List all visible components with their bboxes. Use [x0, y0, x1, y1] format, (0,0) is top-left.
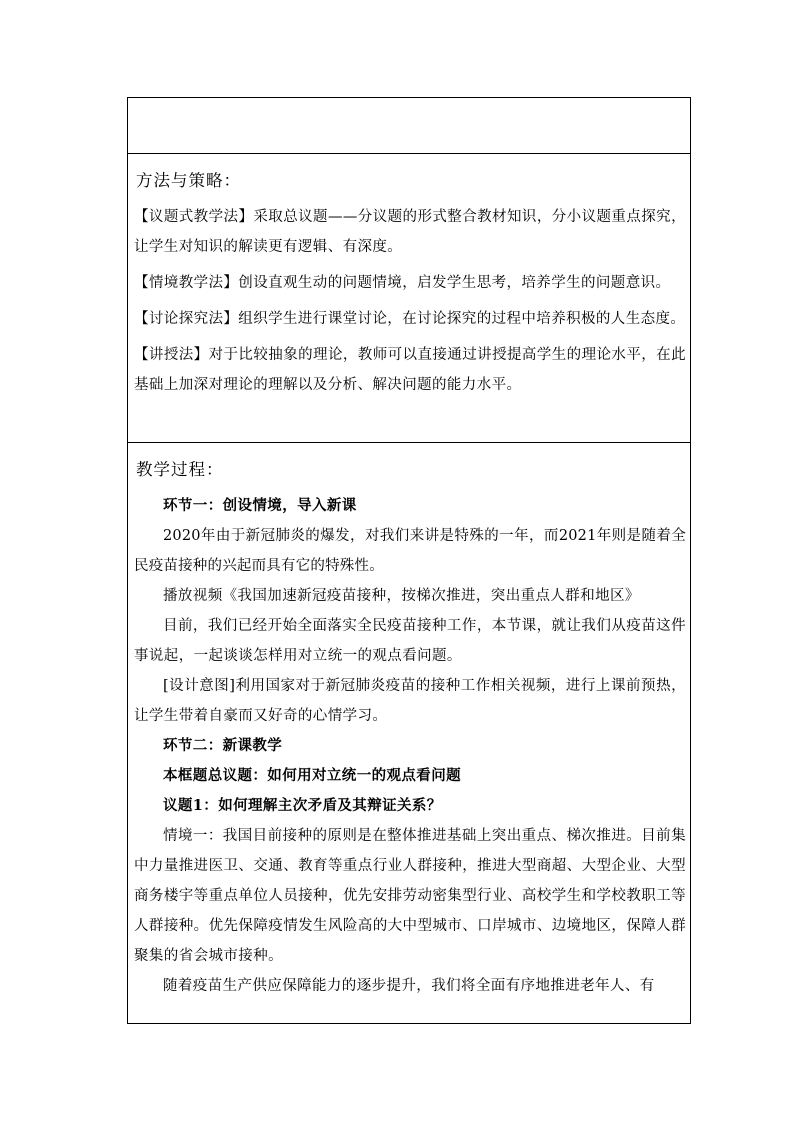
stage-one-heading: 环节一：创设情境，导入新课 [163, 497, 357, 514]
vaccine-supply-paragraph: 随着疫苗生产供应保障能力的逐步提升，我们将全面有序地推进老年人、有 [163, 978, 655, 994]
methods-section [128, 154, 690, 443]
process-title: 教学过程： [136, 460, 224, 479]
methods-title: 方法与策略： [136, 171, 241, 190]
method-item-issue: 【议题式教学法】采取总议题——分议题的形式整合教材知识，分小议题重点探究，让学生对知识的解读更有逻辑、有深度。 [134, 209, 686, 255]
method-item-discussion: 【讨论探究法】组织学生进行课堂讨论，在讨论探究的过程中培养积极的人生态度。 [134, 311, 686, 327]
design-intent-paragraph: [设计意图]利用国家对于新冠肺炎疫苗的接种工作相关视频，进行上课前预热，让学生带着自豪而又好奇的心情学习。 [134, 678, 686, 724]
main-issue-heading: 本框题总议题：如何用对立统一的观点看问题 [163, 767, 461, 784]
method-item-situation: 【情境教学法】创设直观生动的问题情境，启发学生思考，培养学生的问题意识。 [134, 275, 671, 291]
empty-row [128, 98, 690, 154]
issue-one-heading: 议题1：如何理解主次矛盾及其辩证关系？ [163, 797, 442, 814]
situation-one-paragraph: 情境一：我国目前接种的原则是在整体推进基础上突出重点、梯次推进。目前集中力量推进医卫、交通、教育等重点行业人群接种，推进大型商超、大型企业、大型商务楼宇等重点单位人员接种，优先安排劳动密集型行业、高校学生和学校教职工等人群接种。优先保障疫情发生风险高的大中型城市、口岸城市、边境地区，保障人群聚集的省会城市接种。 [134, 828, 686, 964]
method-item-lecture: 【讲授法】对于比较抽象的理论，教师可以直接通过讲授提高学生的理论水平，在此基础上加深对理论的理解以及分析、解决问题的能力水平。 [134, 347, 686, 393]
lesson-plan-table [127, 97, 691, 1024]
process-section [128, 443, 690, 1023]
intro-paragraph: 2020年由于新冠肺炎的爆发，对我们来讲是特殊的一年，而2021年则是随着全民疫苗接种的兴起而具有它的特殊性。 [134, 528, 686, 574]
stage-two-heading: 环节二：新课教学 [163, 737, 283, 754]
video-paragraph: 播放视频《我国加速新冠疫苗接种，按梯次推进，突出重点人群和地区》 [163, 588, 640, 604]
current-work-paragraph: 目前，我们已经开始全面落实全民疫苗接种工作，本节课，就让我们从疫苗这件事说起，一起谈谈怎样用对立统一的观点看问题。 [134, 618, 686, 664]
